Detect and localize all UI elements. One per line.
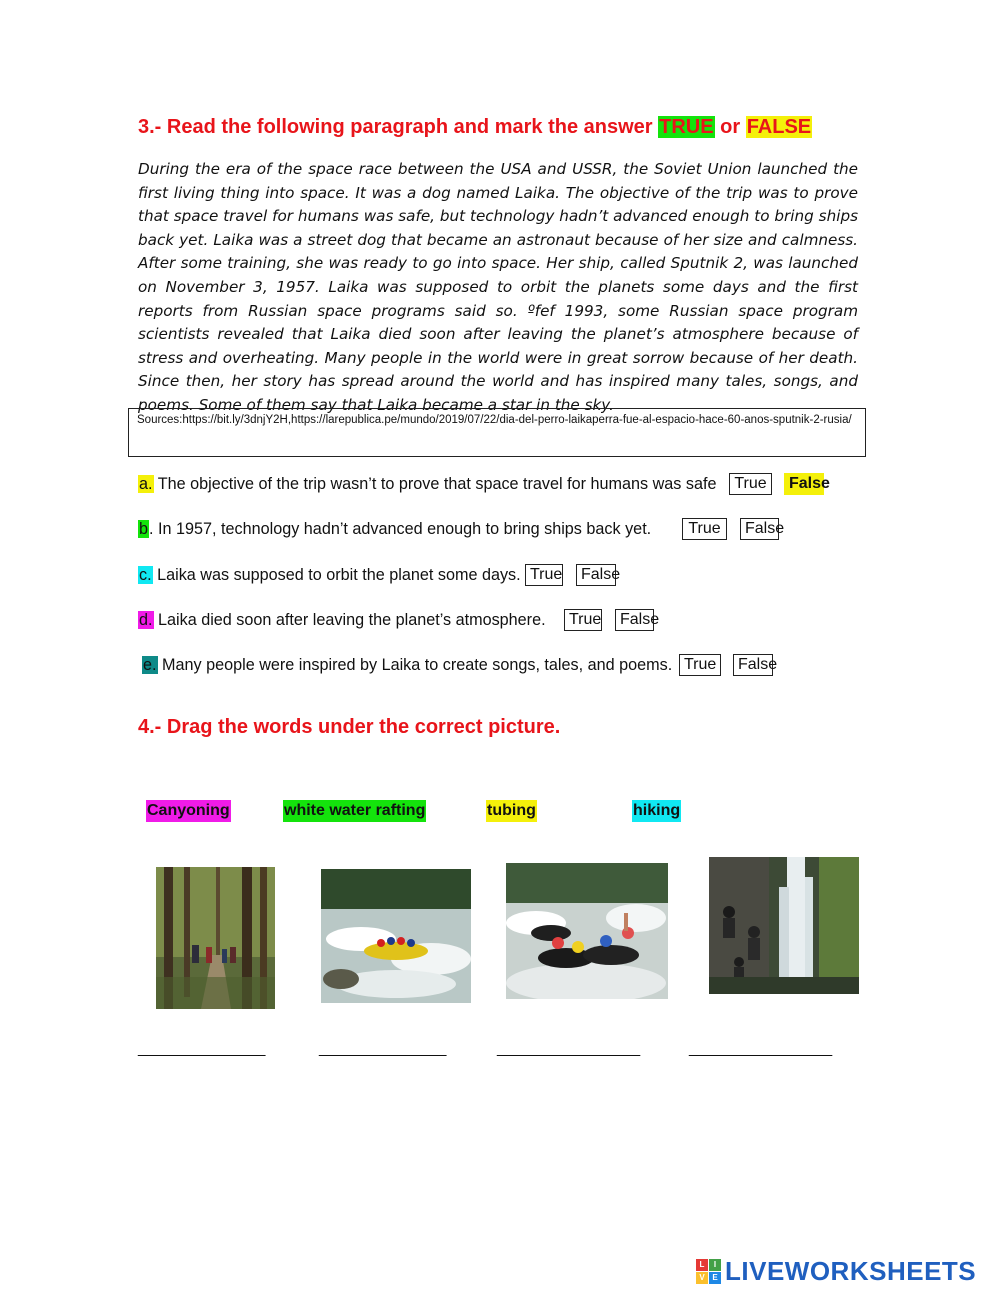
question-letter: e. [143,656,157,674]
sources-box: Sources:https://bit.ly/3dnjY2H,https://larepublica.pe/mundo/2019/07/22/dia-del-perro-laikaperra-fue-al-espacio-hace-60-anos-sputnik-2-rusia/ [128,408,866,457]
logo-text: LIVEWORKSHEETS [725,1255,977,1286]
word-chip-hiking[interactable]: hiking [632,800,681,822]
false-option-e[interactable]: False [733,654,773,676]
true-option-c[interactable]: True [525,564,563,586]
word-chip-canyoning[interactable]: Canyoning [146,800,231,822]
logo-letter: L [696,1259,708,1271]
tubing-photo [506,863,668,999]
question-text: Laika died soon after leaving the planet’s atmosphere. [153,611,546,629]
true-option-b[interactable]: True [682,518,727,540]
reading-paragraph: During the era of the space race between the USA and USSR, the Soviet Union launched the first living thing into space. It was a dog named Laika. The objective of the trip was to prove that space travel for humans was safe, but technology hadn’t advanced enough to bring ships back yet. Laika was a street dog that became an astronaut because of her size and calmness. After some training, she was ready to go into space. Her ship, called Sputnik 2, was launched on November 3, 1957. Laika was supposed to orbit the planets some days and the first reports from Russian space programs said so. ºfef 1993, some Russian space program scientists revealed that Laika died soon after leaving the planet’s atmosphere because of stress and overheating. Many people in the world were in great sorrow because of her death. Since then, her story has spread around the world and has inspired many tales, songs, and poems. Some of them say that Laika became a star in the sky. [138,160,858,414]
false-option-a[interactable]: False [784,473,824,495]
true-option-a[interactable]: True [729,473,772,495]
canyoning-waterfall-photo [709,857,859,994]
word-chip-white-water-rafting[interactable]: white water rafting [283,800,426,822]
section-4-heading: 4.- Drag the words under the correct picture. [138,716,561,738]
heading-prefix: 3.- Read the following paragraph and mark the answer [138,116,659,138]
question-d [138,608,546,632]
answer-blank-3[interactable]: __________________ [497,1040,640,1057]
answer-blank-1[interactable]: ________________ [138,1040,265,1057]
word-chip-tubing[interactable]: tubing [486,800,537,822]
question-text: Laika was supposed to orbit the planet some days. [152,566,521,584]
true-option-e[interactable]: True [679,654,721,676]
answer-blank-4[interactable]: __________________ [689,1040,832,1057]
question-letter: a. [139,475,153,493]
question-e [142,653,672,677]
question-letter: d. [139,611,153,629]
logo-letter: V [696,1272,708,1284]
logo-letter: I [709,1259,721,1271]
question-letter: b [139,520,149,538]
question-a [138,472,716,496]
logo-letter: E [709,1272,721,1284]
question-c [138,563,521,587]
question-letter: c. [139,566,152,584]
or-word: or [714,116,746,138]
false-word: FALSE [746,116,812,138]
question-b [138,517,651,541]
false-option-b[interactable]: False [740,518,779,540]
question-text: . In 1957, technology hadn’t advanced enough to bring ships back yet. [149,520,652,538]
true-option-d[interactable]: True [564,609,602,631]
white-water-rafting-photo [321,869,471,1003]
logo-mark-icon [696,1259,721,1284]
false-option-c[interactable]: False [576,564,616,586]
question-text: The objective of the trip wasn’t to prove that space travel for humans was safe [153,475,717,493]
forest-hiking-photo [156,867,275,1009]
false-option-d[interactable]: False [615,609,654,631]
true-word: TRUE [659,116,714,138]
liveworksheets-logo [696,1256,976,1286]
answer-blank-2[interactable]: ________________ [319,1040,446,1057]
question-text: Many people were inspired by Laika to create songs, tales, and poems. [157,656,673,674]
section-3-heading [138,116,812,139]
